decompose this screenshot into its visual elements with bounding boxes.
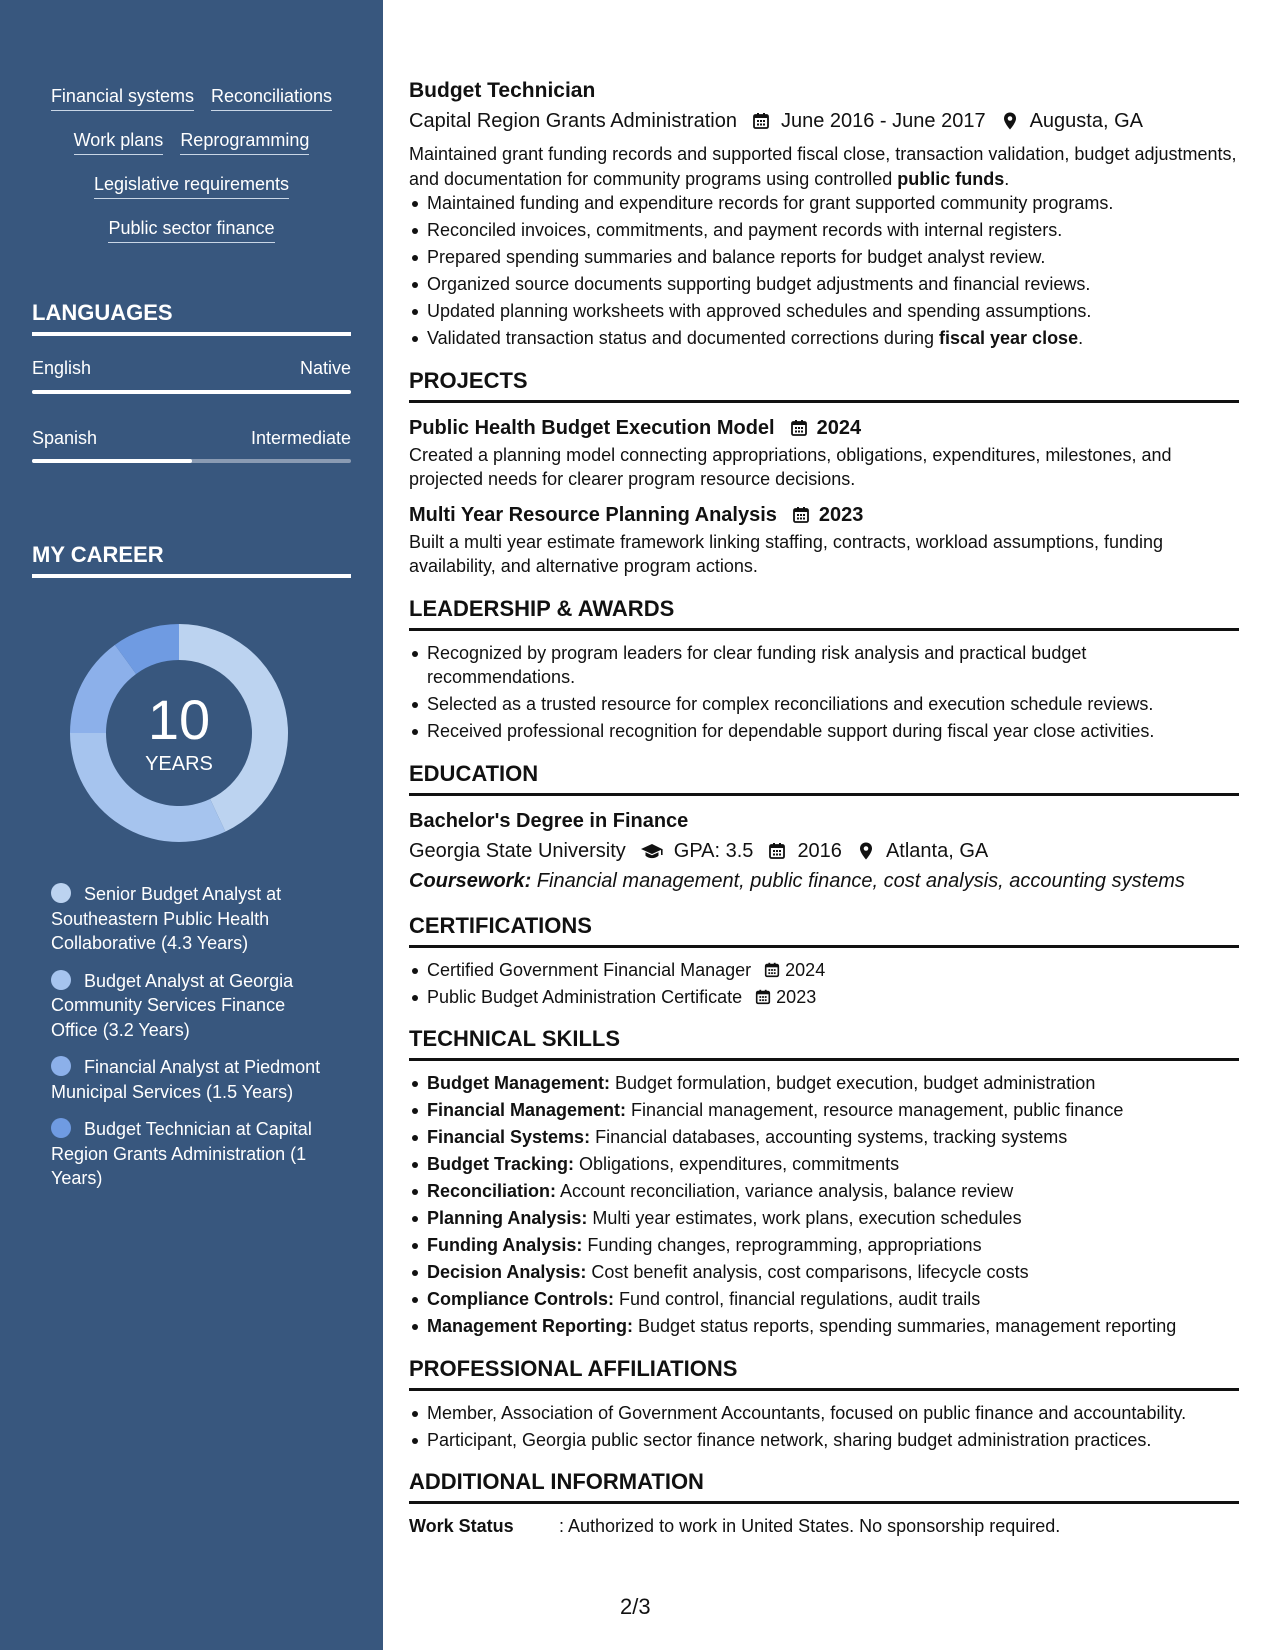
project-year: 2023 — [818, 503, 864, 526]
language-bar — [32, 459, 351, 463]
language-name: Spanish — [32, 428, 98, 448]
certification-year: 2024 — [785, 959, 826, 980]
skill-label: Budget Management: — [427, 1073, 611, 1093]
coursework — [409, 866, 1239, 896]
work-status-value: : Authorized to work in United States. No sponsorship required. — [559, 1516, 1061, 1536]
list-item: Organized source documents supporting budget adjustments and financial reviews. — [409, 272, 1239, 297]
calendar-icon — [751, 111, 771, 131]
career-text: Budget Technician at Capital Region Grants Administration (1 Years) — [51, 1119, 312, 1188]
list-item — [409, 326, 1239, 351]
skill-label: Funding Analysis: — [427, 1235, 583, 1255]
job-meta — [409, 106, 1239, 136]
language-bar — [32, 390, 351, 394]
work-status-row — [409, 1514, 1239, 1538]
career-item — [51, 969, 321, 1043]
list-item — [409, 1152, 1239, 1177]
certification-line — [427, 958, 1239, 983]
location-pin-icon — [856, 841, 876, 861]
certifications-list — [409, 958, 1239, 1010]
skill-label: Planning Analysis: — [427, 1208, 588, 1228]
list-item: Participant, Georgia public sector finance network, sharing budget administration practices. — [409, 1428, 1239, 1453]
project-description: Built a multi year estimate framework linking staffing, contracts, workload assumptions, funding availability, and alternative program actions. — [409, 531, 1164, 576]
list-item: Maintained funding and expenditure records for grant supported community programs. — [409, 191, 1239, 216]
list-item: Received professional recognition for dependable support during fiscal year close activities. — [409, 719, 1239, 744]
career-heading: MY CAREER — [32, 542, 351, 578]
list-item — [409, 1287, 1239, 1312]
languages-heading: LANGUAGES — [32, 300, 351, 336]
language-bar-fill — [32, 459, 192, 463]
skill-label: Decision Analysis: — [427, 1262, 587, 1282]
job-summary-end: . — [1004, 168, 1010, 189]
project-entry — [409, 500, 1239, 579]
affiliations-list — [409, 1401, 1239, 1453]
education-heading: EDUCATION — [409, 760, 1239, 796]
job-location: Augusta, GA — [1029, 110, 1143, 132]
skill-label: Compliance Controls: — [427, 1289, 615, 1309]
job-bullets — [409, 191, 1239, 351]
leadership-heading: LEADERSHIP & AWARDS — [409, 595, 1239, 631]
work-status-label: Work Status — [409, 1516, 514, 1536]
page-number: 2/3 — [620, 1594, 651, 1619]
skill-text: Financial management, resource management, public finance — [626, 1100, 1124, 1120]
calendar-icon — [763, 961, 781, 979]
coursework-label: Coursework: — [409, 869, 532, 892]
job-title: Budget Technician — [409, 79, 596, 102]
list-item: Selected as a trusted resource for complex reconciliations and execution schedule reviews. — [409, 692, 1239, 717]
affiliations-heading: PROFESSIONAL AFFILIATIONS — [409, 1355, 1239, 1391]
list-item: Prepared spending summaries and balance reports for budget analyst review. — [409, 245, 1239, 270]
skill-label: Financial Management: — [427, 1100, 627, 1120]
list-item — [409, 1179, 1239, 1204]
school-location: Atlanta, GA — [885, 839, 989, 862]
list-item: Member, Association of Government Accountants, focused on public finance and accountability. — [409, 1401, 1239, 1426]
main-content — [409, 76, 1239, 1538]
language-row — [32, 428, 351, 449]
certification-name: Public Budget Administration Certificate — [427, 986, 743, 1007]
language-bar-fill — [32, 390, 351, 394]
skill-label: Budget Tracking: — [427, 1154, 575, 1174]
bullet-text: Validated transaction status and documented corrections during — [427, 328, 939, 348]
degree-title: Bachelor's Degree in Finance — [409, 809, 689, 832]
list-item — [409, 1206, 1239, 1231]
certifications-heading: CERTIFICATIONS — [409, 912, 1239, 948]
skill-text: Financial databases, accounting systems, tracking systems — [590, 1127, 1068, 1147]
calendar-icon — [791, 505, 811, 525]
language-level: Native — [299, 358, 351, 378]
career-text: Financial Analyst at Piedmont Municipal Services (1.5 Years) — [51, 1057, 321, 1102]
skill-text: Multi year estimates, work plans, execution schedules — [587, 1208, 1022, 1228]
certification-line — [427, 985, 1239, 1010]
job-dates: June 2016 - June 2017 — [780, 110, 986, 132]
list-item — [409, 1098, 1239, 1123]
donut-center — [66, 620, 292, 846]
skill-text: Budget status reports, spending summaries, management reporting — [633, 1316, 1177, 1336]
job-summary-text: Maintained grant funding records and supported fiscal close, transaction validation, budget adjustments, and documentation for community programs using controlled — [409, 144, 1237, 189]
skill-tag[interactable]: Public sector finance — [108, 216, 274, 243]
language-row — [32, 358, 351, 379]
list-item — [409, 1233, 1239, 1258]
skill-text: Account reconciliation, variance analysis, balance review — [556, 1181, 1014, 1201]
location-pin-icon — [1000, 111, 1020, 131]
list-item — [409, 1071, 1239, 1096]
certification-name: Certified Government Financial Manager — [427, 959, 752, 980]
project-description: Created a planning model connecting appropriations, obligations, expenditures, milestones, and projected needs for clearer program resource decisions. — [409, 444, 1172, 489]
school-name: Georgia State University — [409, 839, 626, 862]
skill-text: Budget formulation, budget execution, budget administration — [610, 1073, 1096, 1093]
skill-tag[interactable]: Reprogramming — [180, 128, 309, 155]
gpa: GPA: 3.5 — [673, 839, 754, 862]
company-name: Capital Region Grants Administration — [409, 110, 737, 132]
list-item — [409, 1314, 1239, 1339]
skill-tag[interactable]: Legislative requirements — [94, 172, 289, 199]
list-item — [409, 1260, 1239, 1285]
list-item — [409, 958, 1239, 983]
skill-text: Funding changes, reprogramming, appropriations — [582, 1235, 982, 1255]
skill-label: Management Reporting: — [427, 1316, 634, 1336]
career-text: Budget Analyst at Georgia Community Services Finance Office (3.2 Years) — [51, 970, 294, 1040]
career-dot — [51, 970, 71, 990]
coursework-text: Financial management, public finance, cost analysis, accounting systems — [531, 869, 1185, 892]
skill-tag[interactable]: Financial systems — [51, 84, 194, 111]
career-item — [51, 1055, 321, 1104]
project-title-row — [409, 413, 1239, 443]
projects-heading: PROJECTS — [409, 367, 1239, 403]
list-item — [409, 985, 1239, 1010]
career-donut-chart — [66, 620, 292, 846]
job-summary — [409, 142, 1239, 191]
language-name: English — [32, 358, 92, 378]
bullet-end: . — [1078, 328, 1084, 348]
project-title: Multi Year Resource Planning Analysis — [409, 503, 777, 526]
technical-skills-heading: TECHNICAL SKILLS — [409, 1025, 1239, 1061]
skill-label: Financial Systems: — [427, 1127, 591, 1147]
list-item: Reconciled invoices, commitments, and payment records with internal registers. — [409, 218, 1239, 243]
certification-year: 2023 — [776, 986, 817, 1007]
leadership-list — [409, 641, 1239, 744]
career-item — [51, 1117, 321, 1191]
skill-text: Obligations, expenditures, commitments — [574, 1154, 900, 1174]
calendar-icon — [789, 418, 809, 438]
career-text: Senior Budget Analyst at Southeastern Public Health Collaborative (4.3 Years) — [51, 884, 282, 953]
technical-skills-list — [409, 1071, 1239, 1339]
bullet-bold: fiscal year close — [938, 328, 1079, 348]
additional-info-heading: ADDITIONAL INFORMATION — [409, 1468, 1239, 1504]
project-year: 2024 — [816, 416, 862, 439]
career-list — [51, 882, 321, 1204]
skill-label: Reconciliation: — [427, 1181, 557, 1201]
list-item — [409, 1125, 1239, 1150]
graduation-year: 2016 — [797, 839, 842, 862]
career-item — [51, 882, 321, 956]
skill-tags — [32, 84, 351, 243]
career-dot — [51, 1118, 71, 1138]
experience-entry — [409, 76, 1239, 351]
project-title-row — [409, 500, 1239, 530]
job-summary-bold: public funds — [897, 168, 1005, 189]
career-total-years: 10 — [147, 687, 211, 751]
language-level: Intermediate — [250, 428, 351, 448]
skill-tag[interactable]: Work plans — [74, 128, 164, 155]
calendar-icon — [767, 841, 787, 861]
career-dot — [51, 1056, 71, 1076]
skill-tag[interactable]: Reconciliations — [211, 84, 332, 111]
list-item: Recognized by program leaders for clear funding risk analysis and practical budget recommendations. — [409, 641, 1239, 690]
education-meta — [409, 836, 1239, 866]
graduation-cap-icon — [640, 841, 664, 861]
career-years-label: YEARS — [145, 752, 213, 775]
list-item: Updated planning worksheets with approved schedules and spending assumptions. — [409, 299, 1239, 324]
project-entry — [409, 413, 1239, 492]
project-title: Public Health Budget Execution Model — [409, 416, 775, 439]
skill-text: Cost benefit analysis, cost comparisons, lifecycle costs — [586, 1262, 1029, 1282]
skill-text: Fund control, financial regulations, audit trails — [614, 1289, 981, 1309]
calendar-icon — [754, 988, 772, 1006]
sidebar — [0, 0, 383, 1650]
career-dot — [51, 883, 71, 903]
